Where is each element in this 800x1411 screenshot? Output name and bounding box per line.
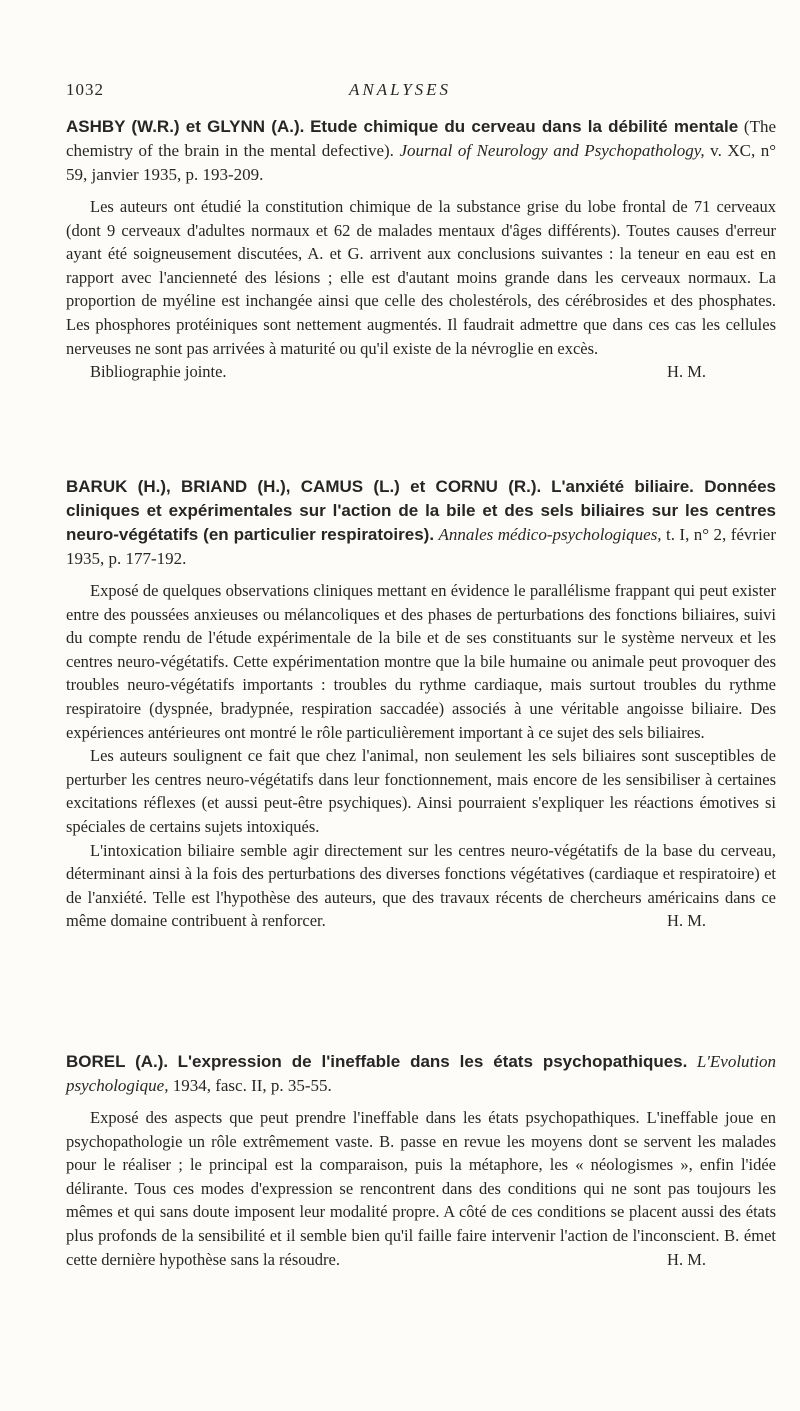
page-header [0, 80, 800, 104]
entry-journal: L'Evolution psychologique, [66, 1052, 777, 1095]
entry-signature: H. M. [667, 1249, 706, 1269]
entry-ref-translation: (The chemistry of the brain in the mental defective). [66, 117, 776, 160]
review-entry-baruk-et-al [66, 475, 776, 933]
review-entry-borel [66, 1050, 776, 1271]
running-title: ANALYSES [348, 80, 452, 99]
entry-biblio: Bibliographie jointe. [90, 362, 227, 382]
entry-heading [66, 1050, 776, 1098]
entry-body [66, 1106, 776, 1271]
entry-authors: ASHBY (W.R.) et GLYNN (A.). [66, 117, 305, 136]
entry-paragraph-last [66, 839, 776, 933]
review-entry-ashby-glynn [66, 115, 776, 384]
entry-ref-details: 1934, fasc. II, p. 35-55. [172, 1076, 332, 1095]
entry-title: Etude chimique du cerveau dans la débilité mentale [310, 117, 739, 136]
entry-biblio-line [66, 360, 776, 384]
entry-paragraph: Les auteurs ont étudié la constitution chimique de la substance grise du lobe frontal de 71 cerveaux (dont 9 cerveaux d'adultes normaux et 62 de malades mentaux d'âges différents). Toutes causes d'erreur ayant été soigneusement discutées, A. et G. arrivent aux conclusions suivantes : la teneur en eau est en rapport avec l'ancienneté des lésions ; elle est d'autant moins grande dans les cerveaux normaux. La proportion de myéline est inchangée ainsi que celle des cholestérols, des cérébrosides et des phosphates. Les phosphores protéiniques sont nettement augmentés. Il faudrait admettre que dans ces cas les cellules nerveuses ne sont pas arrivées à maturité ou qu'il existe de la névroglie en excès. [66, 197, 776, 358]
entry-journal: Journal of Neurology and Psychopathology, [399, 141, 705, 160]
entry-title: L'expression de l'ineffable dans les états psychopathiques. [177, 1052, 688, 1071]
entry-ref-details: v. XC, n° 59, janvier 1935, p. 193-209. [66, 141, 777, 184]
entry-heading [66, 115, 776, 187]
entry-paragraph-text: Exposé des aspects que peut prendre l'ineffable dans les états psychopathiques. L'ineffable joue en psychopathologie un rôle extrêmement vaste. B. passe en revue les moyens dont se servent les malades pour le réaliser ; le principal est la comparaison, puis la métaphore, les « néologismes », enfin l'idée délirante. Tous ces modes d'expression se rencontrent dans des conditions qui ne sont pas toujours les mêmes et qui sans doute imposent leur modalité propre. A côté de ces conditions se placent aussi des états plus profonds de la sensibilité et il semble bien qu'il faille faire intervenir l'action de l'inconscient. B. émet cette dernière hypothèse sans la résoudre. [66, 1108, 776, 1269]
page-number: 1032 [66, 80, 104, 99]
entry-title: L'anxiété biliaire. Données cliniques et expérimentales sur l'action de la bile et des sels biliaires sur les centres neuro-végétatifs (en particulier respiratoires). [66, 477, 776, 544]
entry-heading [66, 475, 776, 571]
entry-paragraph: Exposé de quelques observations cliniques mettant en évidence le parallélisme frappant qui peut exister entre des poussées anxieuses ou mélancoliques et des phases de perturbations des fonctions biliaires, suivi du compte rendu de l'étude expérimentale de la bile et de ses constituants sur le système nerveux et les centres neuro-végétatifs. Cette expérimentation montre que la bile humaine ou animale peut provoquer des troubles neuro-végétatifs importants : troubles du rythme cardiaque, mais surtout troubles du rythme respiratoire (dyspnée, bradypnée, respiration saccadée) associés à une véritable angoisse biliaire. Des expériences antérieures ont montré le rôle particulièrement important à ce sujet des sels biliaires. [66, 581, 776, 742]
entry-ref-details: t. I, n° 2, février 1935, p. 177-192. [66, 525, 777, 568]
entry-signature: H. M. [667, 911, 706, 931]
entry-authors: BOREL (A.). [66, 1052, 169, 1071]
entry-body [66, 195, 776, 384]
entry-body [66, 579, 776, 933]
entry-paragraph: Les auteurs soulignent ce fait que chez l'animal, non seulement les sels biliaires sont susceptibles de perturber les centres neuro-végétatifs dans leur fonctionnement, mais encore de les sensibiliser à certaines excitations réflexes (et aussi peut-être psychiques). Ainsi pourraient s'expliquer les réactions émotives si spéciales de certains sujets intoxiqués. [66, 746, 776, 836]
entry-paragraph-text: L'intoxication biliaire semble agir directement sur les centres neuro-végétatifs de la base du cerveau, déterminant ainsi à la fois des perturbations des diverses fonctions végétatives (cardiaque et respiratoire) et de l'anxiété. Telle est l'hypothèse des auteurs, que des travaux récents de chercheurs américains dans ce même domaine contribuent à renforcer. [66, 840, 776, 931]
entry-journal: Annales médico-psychologiques, [438, 525, 662, 544]
entry-paragraph-last [66, 1106, 776, 1271]
entry-authors: BARUK (H.), BRIAND (H.), CAMUS (L.) et CORNU (R.). [66, 477, 542, 496]
entry-signature: H. M. [667, 362, 706, 382]
